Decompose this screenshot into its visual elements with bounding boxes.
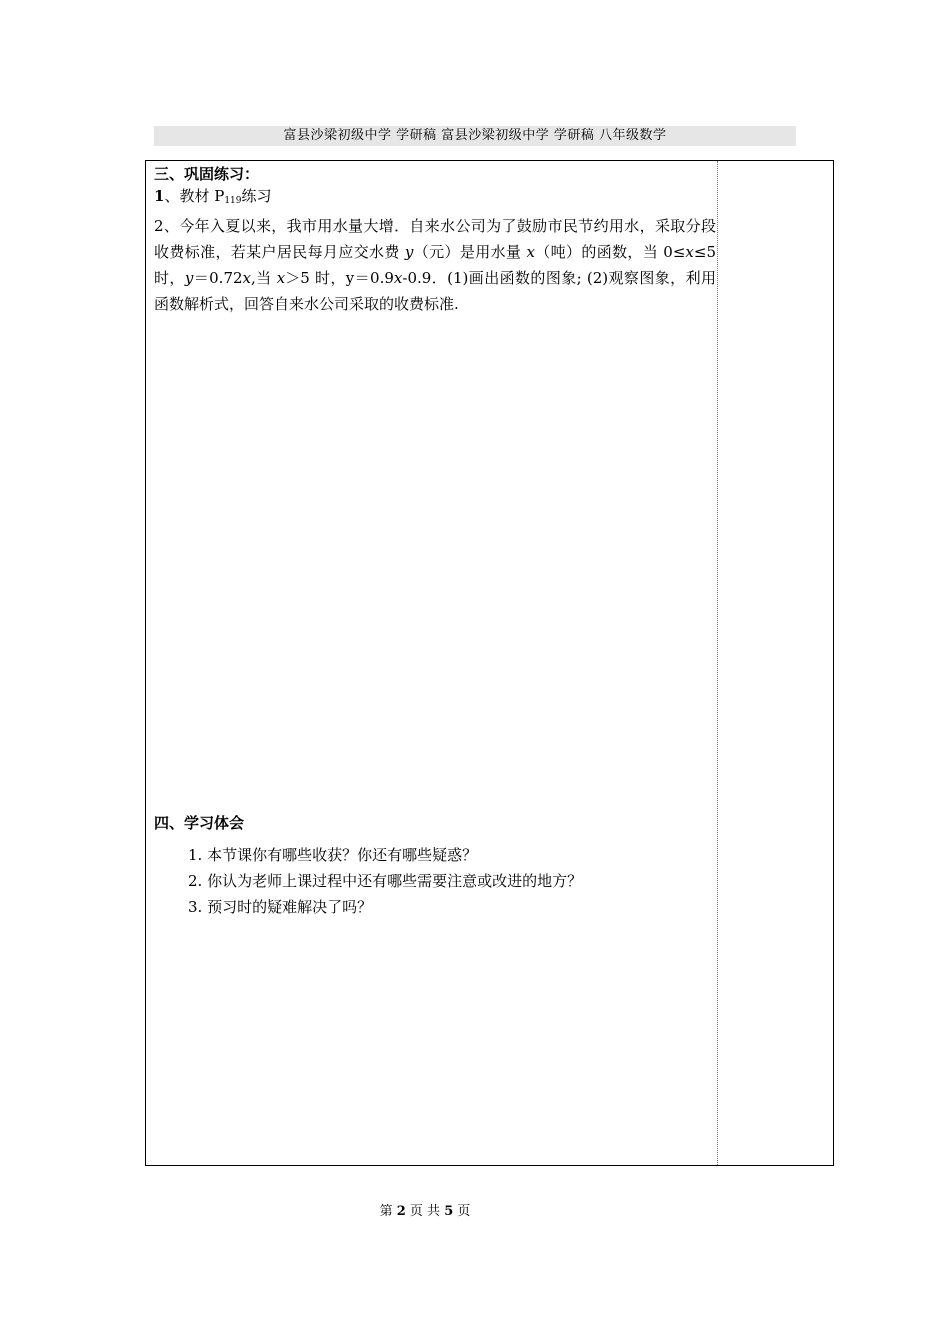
reflection-list	[154, 842, 716, 920]
footer-total-pages: 5	[444, 1204, 454, 1219]
reflection-item: 1. 本节课你有哪些收获？你还有哪些疑惑？	[188, 846, 478, 864]
exercise-2-var: x	[276, 269, 286, 287]
footer-page-number: 2	[396, 1204, 406, 1219]
exercise-2-var: x	[685, 243, 694, 261]
exercise-1-sep: 、	[164, 187, 180, 205]
exercise-2-var: x	[242, 269, 251, 287]
exercise-2-var: x	[526, 243, 535, 261]
exercise-1-number: 1	[154, 187, 165, 205]
exercise-2-var: y	[184, 269, 194, 287]
section-consolidation	[154, 163, 716, 317]
exercise-1-tail: 练习	[241, 187, 272, 205]
reflection-item: 2. 你认为老师上课过程中还有哪些需要注意或改进的地方？	[188, 872, 583, 890]
exercise-2-text: ＞5 时，y＝0.9	[285, 269, 394, 287]
exercise-1-page: 119	[224, 196, 242, 206]
exercise-2-text: （吨）的函数，当 0≤	[534, 243, 686, 261]
section4-heading: 四、学习体会	[154, 814, 245, 832]
section-reflection	[154, 812, 716, 920]
reflection-item: 3. 预习时的疑难解决了吗？	[188, 898, 373, 916]
exercise-2-text: ,当	[251, 269, 277, 287]
footer-text: 页	[453, 1204, 471, 1219]
exercise-2-text: 2、今年入夏以来，我市用水量大增．自来水公司为了鼓励市民节约用水，采取分段收费标准，若某户居民每月应交水费	[154, 217, 716, 261]
exercise-2-text: （元）是用水量	[413, 243, 527, 261]
exercise-1-text: 教材 P	[179, 187, 225, 205]
column-divider	[717, 161, 718, 1165]
section3-heading: 三、巩固练习：	[154, 165, 260, 183]
exercise-2-text: -0.9．(1)画出函数的图象; (2)观察图象，利用函数解析式，回答自来水公司采取的收费标准.	[154, 269, 716, 313]
exercise-2-text: ＝0.72	[193, 269, 243, 287]
page-header-text: 富县沙梁初级中学 学研稿 富县沙梁初级中学 学研稿 八年级数学	[283, 128, 667, 143]
exercise-2	[154, 213, 716, 317]
exercise-2-text: ≤5 时，	[154, 243, 716, 287]
footer-text: 页 共	[405, 1204, 445, 1219]
footer-text: 第	[379, 1204, 397, 1219]
page-footer	[0, 1200, 850, 1219]
exercise-1	[154, 185, 716, 212]
page-header	[154, 126, 796, 146]
exercise-2-var: y	[404, 243, 414, 261]
exercise-2-var: x	[393, 269, 403, 287]
